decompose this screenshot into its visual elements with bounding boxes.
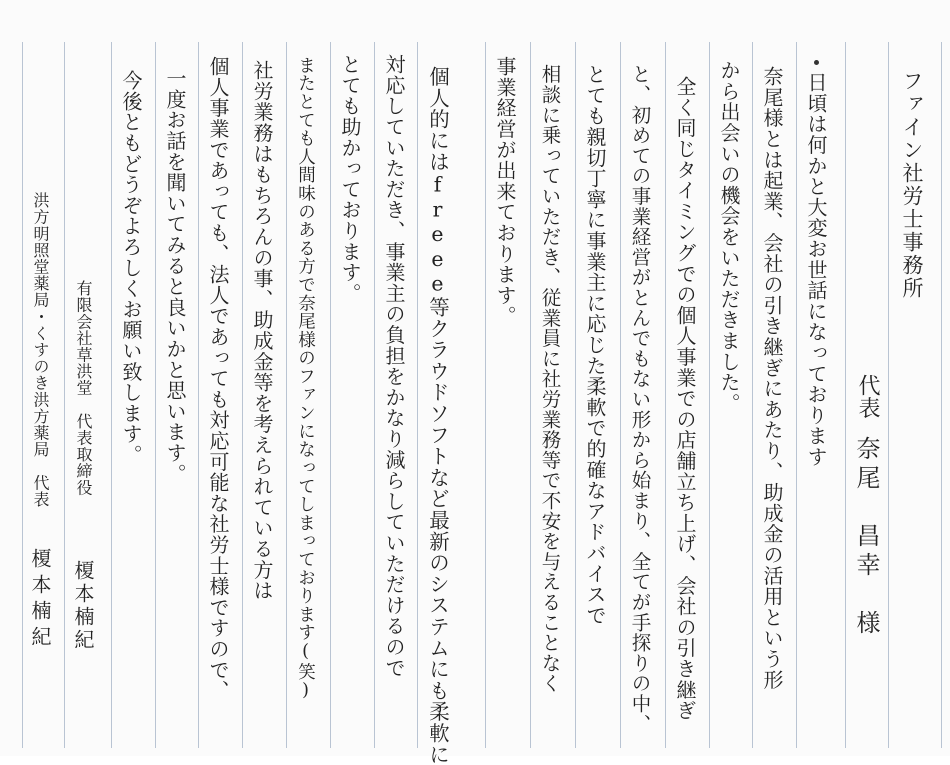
sender-pharmacy-name: 榎本楠紀	[28, 548, 52, 652]
ruled-line	[709, 42, 710, 748]
ruled-line	[111, 42, 112, 748]
ruled-line	[22, 42, 23, 748]
ruled-line	[575, 42, 576, 748]
ruled-line	[198, 42, 199, 748]
ruled-line	[242, 42, 243, 748]
body-line-13: 社労業務はもちろんの事、助成金等を考えられている方は	[250, 60, 274, 601]
sender-pharmacy: 洪方明照堂薬局・くすのき洪方薬局 代表	[31, 192, 50, 508]
body-line-16: 今後ともどうぞよろしくお願い致します。	[119, 70, 143, 466]
addressee: ファイン社労士事務所	[900, 70, 924, 300]
recipient-name: 奈尾 昌幸 様	[852, 436, 880, 639]
sender-company: 有限会社草洪堂 代表取締役	[74, 280, 93, 496]
ruled-line	[530, 42, 531, 748]
ruled-line	[374, 42, 375, 748]
body-line-15: 一度お話を聞いてみると良いかと思います。	[163, 68, 187, 484]
body-line-9: 個人的にはfreee等クラウドソフトなど最新のシステムにも柔軟に	[425, 66, 450, 765]
ruled-line	[330, 42, 331, 748]
body-line-10: 対応していただき、事業主の負担をかなり減らしていただけるので	[382, 54, 406, 678]
ruled-line	[64, 42, 65, 748]
recipient-title: 代表	[855, 374, 880, 420]
ruled-line	[286, 42, 287, 748]
ruled-line	[155, 42, 156, 748]
body-line-11: とても助かっております。	[338, 54, 362, 304]
body-line-6: とても親切丁寧に事業主に応じた柔軟で的確なアドバイスで	[583, 64, 607, 626]
body-line-2: 奈尾様とは起業、会社の引き継ぎにあたり、助成金の活用という形	[760, 66, 784, 690]
ruled-line	[665, 42, 666, 748]
body-line-8: 事業経営が出来ております。	[493, 56, 517, 327]
ruled-line	[485, 42, 486, 748]
body-line-12: またとても人間味のある方で奈尾様のファンになってしまっております(笑)	[295, 56, 316, 702]
ruled-line	[752, 42, 753, 748]
body-line-7: 相談に乗っていただき、従業員に社労業務等で不安を与えることなく	[538, 64, 562, 694]
body-line-14: 個人事業であっても、法人であっても対応可能な社労士様ですので、	[206, 56, 230, 701]
ruled-line	[796, 42, 797, 748]
ruled-line	[620, 42, 621, 748]
ruled-line	[417, 42, 418, 748]
ruled-line	[845, 42, 846, 748]
ruled-line	[941, 42, 942, 748]
body-line-3: から出会いの機会をいただきました。	[717, 60, 741, 414]
body-line-4: 全く同じタイミングでの個人事業での店舗立ち上げ、会社の引き継ぎ	[673, 76, 697, 721]
bullet-mark	[814, 60, 819, 65]
ruled-line	[888, 42, 889, 748]
body-line-1: 日頃は何かと大変お世話になっております	[804, 72, 828, 468]
body-line-5: と、初めての事業経営がとんでもない形から始まり、全てが手探りの中、	[628, 64, 652, 734]
sender-company-name: 榎本楠紀	[71, 560, 95, 652]
